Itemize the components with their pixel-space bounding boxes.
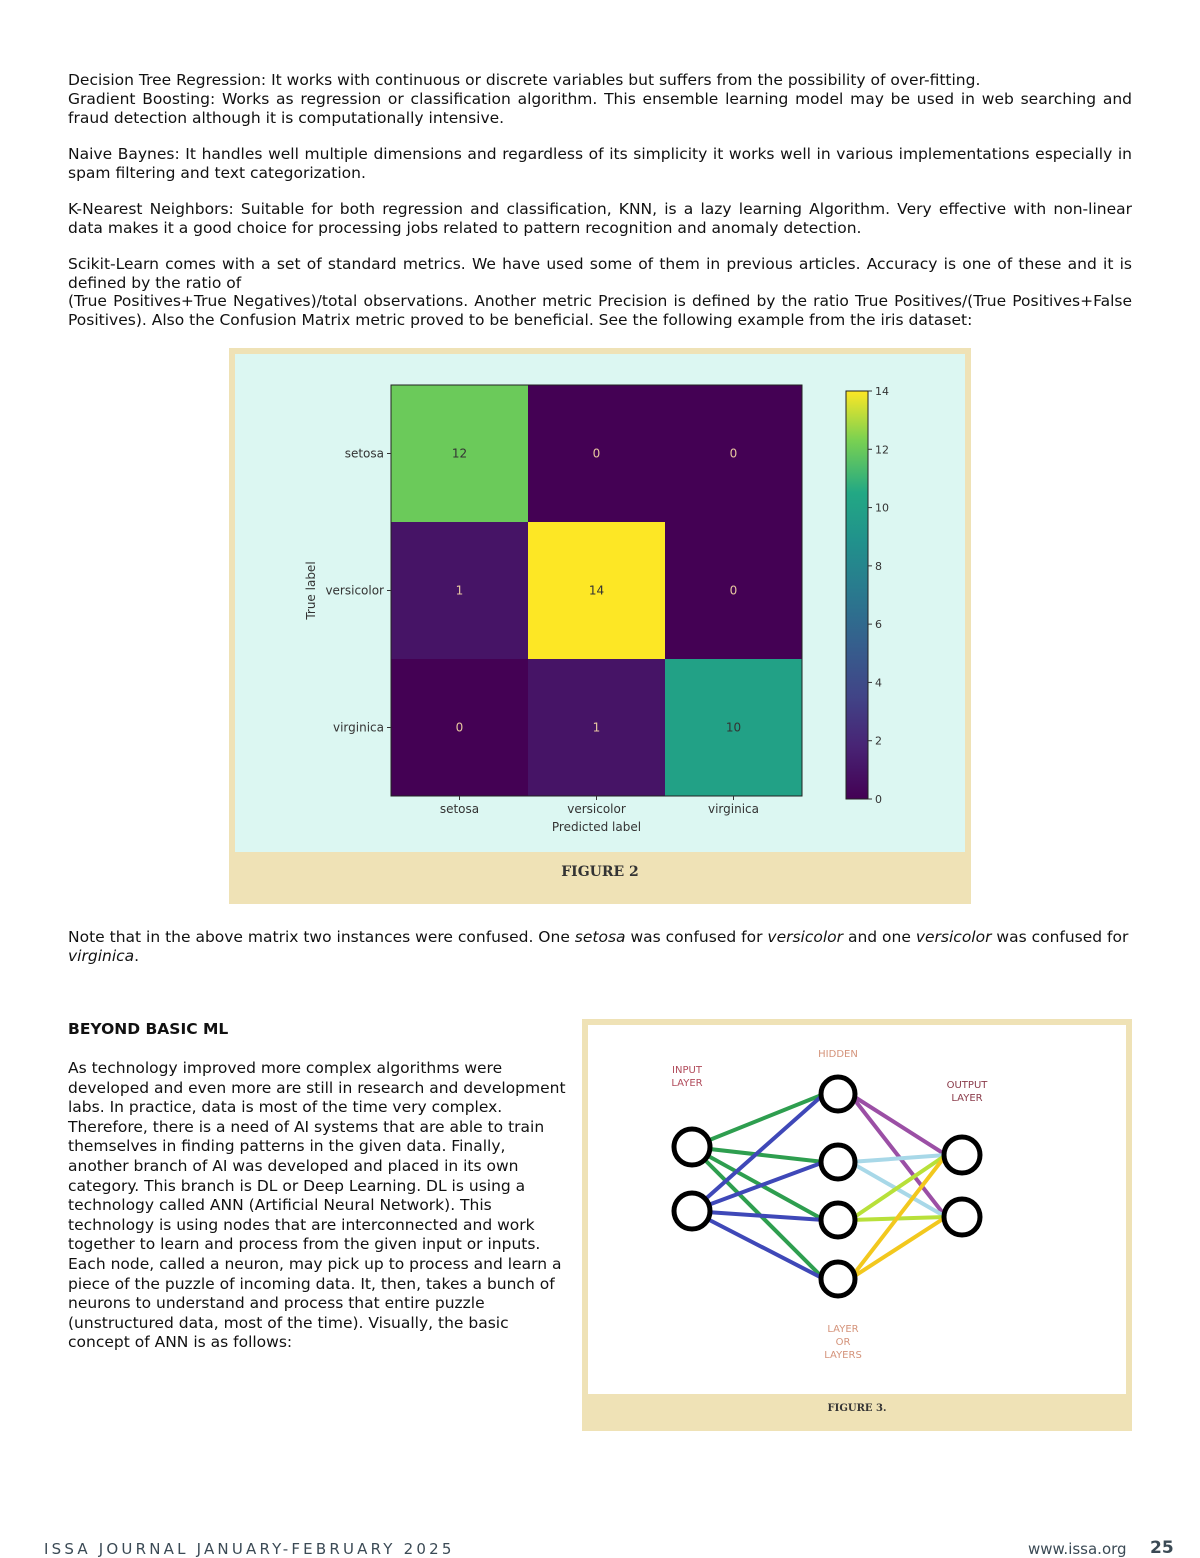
neural-network-diagram	[588, 1025, 1126, 1394]
edge-hidden4-output2	[850, 1217, 946, 1279]
note-text-1: Note that in the above matrix two instances were confused. One	[68, 928, 575, 946]
cm-cell-value-versicolor-setosa: 1	[455, 583, 464, 598]
cm-cell-value-versicolor-virginica: 0	[729, 583, 738, 598]
input-hidden-edges	[692, 1094, 824, 1279]
hidden-output-edges	[850, 1094, 946, 1279]
input-layer-label-line2: LAYER	[671, 1078, 703, 1089]
paragraph-knn-text: K-Nearest Neighbors: Suitable for both regression and classification, KNN, is a lazy learning Algorithm. Very effective with non-linear data makes it a good choice for processing jobs related to pattern recognition and anomaly detection.	[68, 200, 1132, 237]
cm-cell-value-virginica-virginica: 10	[725, 720, 742, 735]
hidden-node-3	[821, 1203, 855, 1237]
section-body	[68, 1059, 568, 1353]
colorbar-tick-label-0: 0	[875, 793, 882, 806]
section-body-text: As technology improved more complex algorithms were developed and even more are still in research and development labs. In practice, data is most of the time very complex. Therefore, there is a need of AI systems that are able to train themselves in finding patterns in the given data. Finally, another branch of AI was developed and placed in its own category. This branch is DL or Deep Learning. DL is using a technology called ANN (Artificial Neural Network). This technology is using nodes that are interconnected and work together to learn and process from the given input or inputs. Each node, called a neuron, may pick up to process and learn a piece of the puzzle of incoming data. It, then, takes a bunch of neurons to understand and process that entire puzzle (unstructured data, most of the time). Visually, the basic concept of ANN is as follows:	[68, 1059, 566, 1352]
colorbar	[846, 391, 868, 799]
paragraph-gradient-boosting	[68, 90, 1132, 127]
colorbar-tick-label-4: 4	[875, 676, 882, 690]
hidden-node-4	[821, 1262, 855, 1296]
cm-y-tick-label-versicolor: versicolor	[325, 583, 384, 598]
paragraph-naive-bayes-text: Naive Baynes: It handles well multiple dimensions and regardless of its simplicity it works well in various implementations especially in spam filtering and text categorization.	[68, 145, 1132, 182]
footer-page-number: 25	[1150, 1538, 1174, 1558]
paragraph-scikit-metrics-line1: Scikit-Learn comes with a set of standard metrics. We have used some of them in previous articles. Accuracy is one of these and it is defined by the ratio of	[68, 255, 1132, 292]
cm-cell-value-virginica-versicolor: 1	[592, 720, 601, 735]
hidden-node-1	[821, 1077, 855, 1111]
confusion-matrix-chart	[235, 354, 965, 852]
edge-hidden1-output1	[850, 1094, 946, 1155]
cm-cell-value-virginica-setosa: 0	[455, 720, 464, 735]
cm-y-tick-label-virginica: virginica	[333, 720, 384, 735]
edge-input1-hidden1	[692, 1094, 824, 1147]
paragraph-knn	[68, 200, 1132, 237]
cm-cell-value-setosa-virginica: 0	[729, 446, 738, 461]
layers-label-line1: LAYER	[827, 1324, 859, 1335]
cm-cell-value-versicolor-versicolor: 14	[588, 583, 605, 598]
footer-website-link[interactable]: www.issa.org	[1028, 1540, 1127, 1558]
paragraph-note	[68, 928, 1132, 965]
cm-y-axis-label: True label	[304, 561, 318, 620]
paragraph-decision-tree	[68, 71, 1132, 90]
paragraph-scikit-metrics-line2: (True Positives+True Negatives)/total observations. Another metric Precision is defined by the ratio True Positives/(True Positives+False Positives). Also the Confusion Matrix metric proved to be beneficial. See the following example from the iris dataset:	[68, 292, 1132, 329]
figure-2	[229, 348, 971, 904]
figure-2-caption: FIGURE 2	[561, 864, 639, 880]
output-layer-label-line1: OUTPUT	[946, 1080, 988, 1091]
note-text-4: was confused for	[991, 928, 1129, 946]
output-node-2	[944, 1199, 980, 1235]
paragraph-decision-tree-text: Decision Tree Regression: It works with continuous or discrete variables but suffers from the possibility of over-fitting.	[68, 71, 981, 89]
paragraph-gradient-boosting-text: Gradient Boosting: Works as regression or classification algorithm. This ensemble learning model may be used in web searching and fraud detection although it is computationally intensive.	[68, 90, 1132, 127]
output-node-1	[944, 1137, 980, 1173]
paragraph-naive-bayes	[68, 145, 1132, 182]
paragraph-scikit-metrics	[68, 255, 1132, 329]
cm-x-tick-label-virginica: virginica	[708, 802, 759, 816]
colorbar-tick-label-8: 8	[875, 559, 882, 573]
figure-2-plot-area	[235, 354, 965, 852]
hidden-layer-label: HIDDEN	[818, 1049, 858, 1060]
input-node-2	[674, 1193, 710, 1229]
edge-input2-hidden1	[692, 1094, 824, 1211]
paragraph-note-text	[68, 928, 1132, 965]
note-text-3: and one	[843, 928, 916, 946]
note-emphasis-versicolor-1: versicolor	[767, 928, 844, 946]
figure-3-diagram-area	[588, 1025, 1126, 1394]
colorbar-tick-label-6: 6	[875, 618, 882, 632]
input-layer-label-line1: INPUT	[672, 1065, 702, 1076]
colorbar-tick-label-2: 2	[875, 734, 882, 748]
figure-3	[582, 1019, 1132, 1431]
hidden-node-2	[821, 1145, 855, 1179]
colorbar-tick-label-10: 10	[875, 501, 889, 515]
cm-cell-value-setosa-setosa: 12	[451, 446, 468, 461]
note-emphasis-virginica: virginica	[68, 946, 135, 965]
section-heading: BEYOND BASIC ML	[68, 1020, 229, 1038]
layers-label-line2: OR	[835, 1337, 851, 1348]
colorbar-tick-label-12: 12	[875, 443, 889, 457]
cm-x-tick-label-versicolor: versicolor	[567, 802, 626, 816]
edge-input2-hidden4	[692, 1211, 824, 1279]
note-text-2: was confused for	[625, 928, 768, 946]
note-text-5: .	[134, 946, 140, 965]
cm-y-tick-label-setosa: setosa	[344, 446, 384, 461]
note-emphasis-setosa: setosa	[574, 928, 626, 946]
footer-journal-title: ISSA JOURNAL JANUARY-FEBRUARY 2025	[44, 1540, 455, 1558]
output-layer-label-line2: LAYER	[951, 1093, 983, 1104]
cm-x-axis-label: Predicted label	[551, 820, 642, 834]
layers-label-line3: LAYERS	[824, 1350, 862, 1361]
note-emphasis-versicolor-2: versicolor	[915, 928, 992, 946]
cm-cell-value-setosa-versicolor: 0	[592, 446, 601, 461]
input-node-1	[674, 1129, 710, 1165]
figure-3-caption: FIGURE 3.	[827, 1403, 887, 1414]
colorbar-tick-label-14: 14	[875, 385, 889, 398]
cm-x-tick-label-setosa: setosa	[439, 802, 480, 816]
